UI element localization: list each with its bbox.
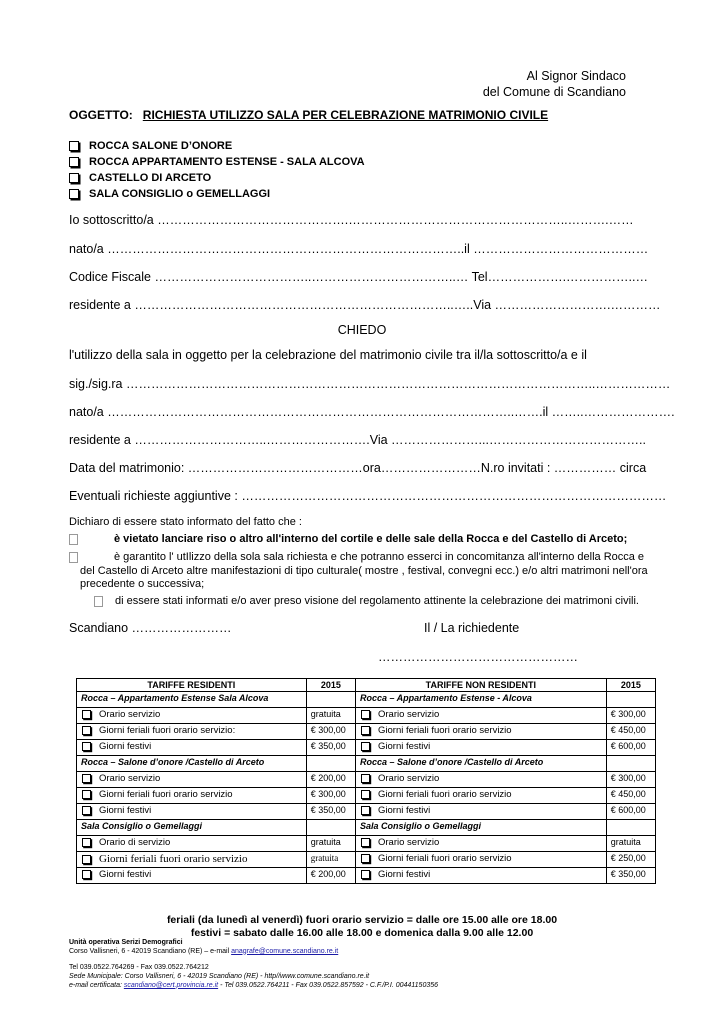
option-sala-consiglio[interactable]	[69, 186, 365, 202]
footer-addr-text: Corso Vallisneri, 6 - 42019 Scandiano (RE) – e-mail	[69, 947, 230, 955]
header-year-res: 2015	[306, 679, 355, 692]
table-row	[77, 868, 656, 884]
footer-cert	[69, 982, 438, 991]
bullet-icon	[69, 534, 78, 545]
footer-email-link[interactable]: anagrafe@comune.scandiano.re.it	[231, 947, 339, 955]
checkbox-icon[interactable]	[361, 742, 370, 751]
footer-cert-label: e-mail certificata:	[69, 981, 122, 989]
empty-cell	[606, 692, 655, 708]
recipient-address	[483, 68, 626, 100]
row-label: Orario servizio	[378, 709, 440, 720]
footer-tel: Tel 039.0522.764269 - Fax 039.0522.764212	[69, 964, 209, 971]
checkbox-icon[interactable]	[361, 806, 370, 815]
room-options	[69, 138, 365, 202]
checkbox-icon[interactable]	[82, 710, 91, 719]
price-cell: gratuita	[306, 708, 355, 724]
checkbox-icon[interactable]	[82, 855, 91, 864]
empty-cell	[306, 820, 355, 836]
table-row	[77, 852, 656, 868]
row-label: Orario servizio	[99, 709, 161, 720]
field-richieste[interactable]: Eventuali richieste aggiuntive : …………………………………………………………………………………………	[69, 489, 667, 503]
bullet-text-line1: è garantito l' utIlizzo della sola sala richiesta e che potranno esserci in concomitanza all'interno della Rocca e	[114, 551, 645, 563]
field-sottoscritto[interactable]: Io sottoscritto/a ……………………………………….……………………………………………..……….……	[69, 213, 634, 227]
field-sig[interactable]: sig./sig.ra …………………………………………………………………………………………………..………………	[69, 377, 671, 391]
option-label: ROCCA APPARTAMENTO ESTENSE - SALA ALCOVA	[89, 156, 365, 168]
empty-cell	[606, 820, 655, 836]
checkbox-icon[interactable]	[361, 838, 370, 847]
footer-cert-rest: - Tel 039.0522.764211 - Fax 039.0522.857592 - C.F./P.I. 00441150356	[218, 981, 439, 989]
checkbox-icon[interactable]	[82, 870, 91, 879]
signature-label: Il / La richiedente	[424, 621, 520, 635]
option-label: ROCCA SALONE D’ONORE	[89, 140, 233, 152]
table-row	[77, 772, 656, 788]
field-residente-2[interactable]: residente a …………………………..…………………….Via …………………...………………………………..	[69, 433, 646, 447]
table-row	[77, 804, 656, 820]
price-cell: € 300,00	[306, 788, 355, 804]
row-label: Giorni festivi	[378, 869, 431, 880]
section-alcova-res: Rocca – Appartamento Estense Sala Alcova	[77, 692, 307, 708]
checkbox-icon[interactable]	[82, 726, 91, 735]
price-cell: € 250,00	[606, 852, 655, 868]
table-row	[77, 836, 656, 852]
bullet-text-line3: precedente o successiva;	[80, 578, 205, 590]
checkbox-icon[interactable]	[69, 189, 79, 199]
checkbox-icon[interactable]	[82, 838, 91, 847]
footer-unit-name: Unità operativa Serizi Demografici	[69, 939, 183, 946]
row-label: Giorni feriali fuori orario servizio	[378, 725, 512, 736]
subject-line	[69, 108, 548, 122]
footer-unit	[69, 939, 338, 956]
checkbox-icon[interactable]	[361, 726, 370, 735]
checkbox-icon[interactable]	[69, 157, 79, 167]
row-label: Orario di servizio	[99, 837, 171, 848]
row-label: Giorni feriali fuori orario servizio	[99, 853, 248, 865]
price-cell: € 600,00	[606, 740, 655, 756]
row-label: Giorni festivi	[378, 741, 431, 752]
subject-label: OGGETTO:	[69, 108, 133, 122]
bullet-icon	[69, 552, 78, 563]
field-nato-2[interactable]: nato/a ……………………………………………………………………………………..…….il ……..………………….	[69, 405, 675, 419]
checkbox-icon[interactable]	[69, 173, 79, 183]
utilizzo-text: l'utilizzo della sala in oggetto per la celebrazione del matrimonio civile tra il/la sottoscritto/a e il	[69, 348, 587, 362]
section-consiglio-nonres: Sala Consiglio o Gemellaggi	[356, 820, 607, 836]
row-label: Giorni festivi	[378, 805, 431, 816]
price-cell: € 600,00	[606, 804, 655, 820]
header-year-nonres: 2015	[606, 679, 655, 692]
price-cell: € 200,00	[306, 772, 355, 788]
checkbox-icon[interactable]	[82, 806, 91, 815]
price-cell: gratuita	[306, 836, 355, 852]
price-cell: € 450,00	[606, 788, 655, 804]
bullet-icon	[94, 596, 103, 607]
row-label: Giorni feriali fuori orario servizio	[378, 789, 512, 800]
footer-sede-text: Sede Municipale: Corso Vallisneri, 6 - 42019 Scandiano (RE) - http//www.comune.scandiano.re.it	[69, 973, 370, 980]
section-salone-nonres: Rocca – Salone d’onore /Castello di Arceto	[356, 756, 607, 772]
section-consiglio-res: Sala Consiglio o Gemellaggi	[77, 820, 307, 836]
field-codice-fiscale[interactable]: Codice Fiscale ………………………………..……………………………..… Tel……………….……………..…	[69, 270, 648, 284]
price-cell: € 300,00	[606, 708, 655, 724]
bullet-text-line2: del Castello di Arceto altre manifestazioni di tipo culturale( mostre , festival, convegni ecc.) e/o altri matrimoni nell'ora	[80, 564, 648, 577]
option-sala-alcova[interactable]	[69, 154, 365, 170]
note-feriali: feriali (da lunedì al venerdì) fuori orario servizio = dalle ore 15.00 alle ore 18.00	[166, 914, 558, 926]
checkbox-icon[interactable]	[82, 790, 91, 799]
checkbox-icon[interactable]	[361, 870, 370, 879]
section-alcova-nonres: Rocca – Appartamento Estense - Alcova	[356, 692, 607, 708]
option-label: CASTELLO DI ARCETO	[89, 172, 212, 184]
checkbox-icon[interactable]	[361, 710, 370, 719]
checkbox-icon[interactable]	[82, 774, 91, 783]
table-row	[77, 788, 656, 804]
table-row	[77, 708, 656, 724]
checkbox-icon[interactable]	[69, 141, 79, 151]
header-residenti: TARIFFE RESIDENTI	[77, 679, 307, 692]
checkbox-icon[interactable]	[361, 790, 370, 799]
empty-cell	[606, 756, 655, 772]
header-non-residenti: TARIFFE NON RESIDENTI	[356, 679, 607, 692]
signature-place[interactable]: Scandiano ……………………	[69, 621, 232, 635]
price-cell: gratuita	[306, 852, 355, 868]
price-cell: € 200,00	[306, 868, 355, 884]
field-data-matrimonio[interactable]: Data del matrimonio: ……………………………………ora……………………N.ro invitati : …………… circa	[69, 461, 647, 475]
tariff-table	[76, 678, 656, 884]
row-label: Orario servizio	[99, 773, 161, 784]
price-cell: gratuita	[606, 836, 655, 852]
field-nato[interactable]: nato/a …………………………………………………………………………..il ……………………………………	[69, 242, 649, 256]
dichiaro-bullet-2	[69, 551, 648, 592]
checkbox-icon[interactable]	[361, 774, 370, 783]
row-label: Giorni feriali fuori orario servizio:	[99, 725, 236, 736]
dichiaro-bullet-3	[94, 595, 639, 609]
row-label: Giorni festivi	[99, 741, 152, 752]
signature-line[interactable]: …………………………………………	[378, 650, 578, 664]
price-cell: € 350,00	[306, 804, 355, 820]
option-salone-onore[interactable]	[69, 138, 365, 154]
footer-cert-email-link[interactable]: scandiano@cert.provincia.re.it	[123, 981, 219, 989]
subject-text: RICHIESTA UTILIZZO SALA PER CELEBRAZIONE MATRIMONIO CIVILE	[142, 108, 549, 122]
recipient-line2: del Comune di Scandiano	[482, 85, 626, 99]
dichiaro-intro: Dichiaro di essere stato informato del fatto che :	[69, 516, 302, 528]
bullet-text: di essere stati informati e/o aver preso visione del regolamento attinente la celebrazione dei matrimoni civili.	[115, 595, 639, 607]
checkbox-icon[interactable]	[361, 854, 370, 863]
row-label: Orario servizio	[378, 773, 440, 784]
field-residente[interactable]: residente a …………………………………………………………………..…..Via ……………………….…………	[69, 298, 661, 312]
footer-sede	[69, 973, 438, 990]
price-cell: € 350,00	[606, 868, 655, 884]
table-row	[77, 724, 656, 740]
price-cell: € 350,00	[306, 740, 355, 756]
row-label: Giorni feriali fuori orario servizio	[378, 853, 512, 864]
price-cell: € 300,00	[306, 724, 355, 740]
section-salone-res: Rocca – Salone d’onore /Castello di Arceto	[77, 756, 307, 772]
bullet-text: è vietato lanciare riso o altro all'interno del cortile e delle sale della Rocca e del Castello di Arceto;	[114, 533, 628, 545]
note-festivi: festivi = sabato dalle 16.00 alle 18.00 e domenica dalla 9.00 alle 12.00	[190, 927, 534, 939]
option-label: SALA CONSIGLIO o GEMELLAGGI	[89, 188, 271, 200]
recipient-line1: Al Signor Sindaco	[526, 69, 626, 83]
row-label: Giorni festivi	[99, 869, 152, 880]
price-cell: € 300,00	[606, 772, 655, 788]
chiedo-heading: CHIEDO	[337, 323, 387, 337]
empty-cell	[306, 756, 355, 772]
dichiaro-bullet-1	[69, 533, 627, 547]
row-label: Giorni feriali fuori orario servizio	[99, 789, 233, 800]
option-castello-arceto[interactable]	[69, 170, 365, 186]
empty-cell	[306, 692, 355, 708]
row-label: Orario servizio	[378, 837, 440, 848]
row-label: Giorni festivi	[99, 805, 152, 816]
hours-notes	[0, 914, 724, 940]
footer-unit-address	[69, 948, 338, 957]
checkbox-icon[interactable]	[82, 742, 91, 751]
price-cell: € 450,00	[606, 724, 655, 740]
table-row	[77, 740, 656, 756]
